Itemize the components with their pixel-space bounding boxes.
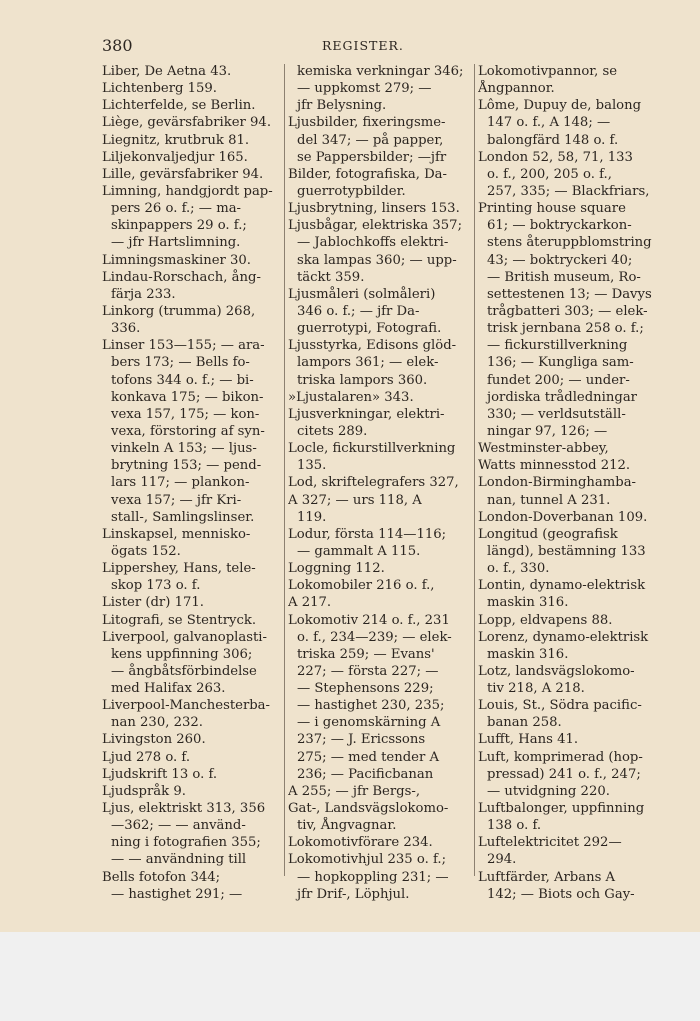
index-line: 227; — första 227; — xyxy=(297,663,439,679)
index-line: kens uppfinning 306; xyxy=(111,646,253,662)
index-line: Lokomotiv 214 o. f., 231 xyxy=(288,612,450,628)
index-line: o. f., 200, 205 o. f., xyxy=(487,166,612,182)
index-line: Luftfärder, Arbans A xyxy=(478,869,616,885)
index-line: Ljudskrift 13 o. f. xyxy=(102,766,218,782)
index-line: triska 259; — Evans' xyxy=(297,646,435,662)
index-line: Ljudspråk 9. xyxy=(102,783,186,799)
index-line: balongfärd 148 o. f. xyxy=(487,132,619,148)
index-line: Lichterfelde, se Berlin. xyxy=(102,98,256,114)
index-line: Ljusbrytning, linsers 153. xyxy=(288,201,460,217)
index-line: — ångbåtsförbindelse xyxy=(111,663,257,679)
index-line: Ljusstyrka, Edisons glöd- xyxy=(288,338,457,354)
index-column-3 xyxy=(478,63,660,903)
index-line: Lindau-Rorschach, ång- xyxy=(102,269,261,285)
index-line: 237; — J. Ericssons xyxy=(297,732,426,748)
index-line: fundet 200; — under- xyxy=(487,372,630,388)
index-line: London 52, 58, 71, 133 xyxy=(478,149,633,165)
index-line: 61; — boktryckarkon- xyxy=(487,218,632,234)
index-line: London-Birminghamba- xyxy=(478,475,637,491)
index-line: 275; — med tender A xyxy=(297,749,439,765)
index-line: stens återuppblomstring xyxy=(487,235,652,251)
index-line: stall-, Samlingslinser. xyxy=(111,509,255,525)
index-line: Linser 153—155; — ara- xyxy=(102,338,265,354)
column-divider xyxy=(284,64,285,876)
index-line: Luft, komprimerad (hop- xyxy=(478,749,643,765)
index-line: citets 289. xyxy=(297,423,368,439)
index-line: Luftbalonger, uppfinning xyxy=(478,801,645,817)
index-line: »Ljustalaren» 343. xyxy=(288,389,414,405)
index-line: guerrotypi, Fotografi. xyxy=(297,321,442,337)
index-line: Lister (dr) 171. xyxy=(102,595,204,611)
index-line: bers 173; — Bells fo- xyxy=(111,355,250,371)
index-line: pressad) 241 o. f., 247; xyxy=(487,766,641,782)
index-line: 147 o. f., A 148; — xyxy=(487,115,611,131)
index-line: kemiska verkningar 346; xyxy=(297,64,464,79)
index-line: nan 230, 232. xyxy=(111,715,203,731)
index-line: — uppkomst 279; — xyxy=(297,81,432,97)
index-line: Ljus, elektriskt 313, 356 xyxy=(102,801,266,817)
blank-margin xyxy=(0,932,700,1021)
index-line: Locle, fickurstillverkning xyxy=(288,441,456,457)
index-line: Watts minnesstod 212. xyxy=(478,458,631,474)
index-line: brytning 153; — pend- xyxy=(111,458,262,474)
index-line: vinkeln A 153; — ljus- xyxy=(111,441,257,457)
index-column-2 xyxy=(288,63,472,903)
index-line: Lokomobiler 216 o. f., xyxy=(288,578,435,594)
index-line: Ljusmåleri (solmåleri) xyxy=(288,286,436,302)
index-line: — hopkoppling 231; — xyxy=(297,869,449,885)
index-line: skinpappers 29 o. f.; xyxy=(111,218,247,234)
index-line: maskin 316. xyxy=(487,595,569,611)
index-line: täckt 359. xyxy=(297,269,365,285)
index-line: 138 o. f. xyxy=(487,818,542,834)
index-line: tofons 344 o. f.; — bi- xyxy=(111,372,254,388)
index-line: jordiska trådledningar xyxy=(487,389,637,405)
index-line: A 255; — jfr Bergs-, xyxy=(288,783,421,799)
index-line: o. f., 234—239; — elek- xyxy=(297,629,452,645)
index-line: Linskapsel, mennisko- xyxy=(102,526,251,542)
index-line: tiv 218, A 218. xyxy=(487,681,585,697)
index-line: 330; — verldsutställ- xyxy=(487,406,626,422)
index-line: vexa 157, 175; — kon- xyxy=(111,406,260,422)
column-divider xyxy=(474,64,475,876)
index-line: Lokomotivhjul 235 o. f.; xyxy=(288,852,447,868)
index-line: banan 258. xyxy=(487,715,562,731)
index-line: Limningsmaskiner 30. xyxy=(102,252,252,268)
index-line: A 327; — urs 118, A xyxy=(288,492,422,508)
index-line: Bilder, fotografiska, Da- xyxy=(288,166,447,182)
index-line: ska lampas 360; — upp- xyxy=(297,252,457,268)
index-line: 136; — Kungliga sam- xyxy=(487,355,634,371)
index-line: Louis, St., Södra pacific- xyxy=(478,698,642,714)
index-line: Liber, De Aetna 43. xyxy=(102,64,232,79)
index-line: Lokomotivpannor, se xyxy=(478,64,618,79)
index-line: guerrotypbilder. xyxy=(297,183,406,199)
index-line: Lotz, landsvägslokomo- xyxy=(478,663,635,679)
index-line: —362; — — använd- xyxy=(111,818,246,834)
index-line: Ljud 278 o. f. xyxy=(102,749,191,765)
index-line: Ljusbågar, elektriska 357; xyxy=(288,218,463,234)
index-line: 236; — Pacificbanan xyxy=(297,766,434,782)
index-line: nan, tunnel A 231. xyxy=(487,492,611,508)
index-line: triska lampors 360. xyxy=(297,372,428,388)
index-line: Lod, skriftelegrafers 327, xyxy=(288,475,459,491)
index-line: ningar 97, 126; — xyxy=(487,423,608,439)
index-line: tiv, Ångvagnar. xyxy=(297,818,397,834)
index-line: Litografi, se Stentryck. xyxy=(102,612,257,628)
index-line: Lodur, första 114—116; xyxy=(288,526,447,542)
index-line: Liège, gevärsfabriker 94. xyxy=(102,115,272,131)
index-line: trågbatteri 303; — elek- xyxy=(487,303,648,319)
index-line: — Jablochkoffs elektri- xyxy=(297,235,449,251)
index-line: vexa 157; — jfr Kri- xyxy=(111,492,242,508)
index-line: lampors 361; — elek- xyxy=(297,355,439,371)
index-line: Westminster-abbey, xyxy=(478,441,609,457)
index-line: Limning, handgjordt pap- xyxy=(102,183,273,199)
index-line: pers 26 o. f.; — ma- xyxy=(111,201,242,217)
index-line: maskin 316. xyxy=(487,646,569,662)
index-line: Ljusbilder, fixeringsme- xyxy=(288,115,446,131)
index-line: Bells fotofon 344; xyxy=(102,869,221,885)
index-line: Lufft, Hans 41. xyxy=(478,732,579,748)
index-line: vexa, förstoring af syn- xyxy=(111,423,265,439)
index-line: skop 173 o. f. xyxy=(111,578,201,594)
index-line: — — användning till xyxy=(111,852,247,868)
index-line: Lontin, dynamo-elektrisk xyxy=(478,578,646,594)
index-line: A 217. xyxy=(288,595,332,611)
index-line: — jfr Hartslimning. xyxy=(111,235,241,251)
index-line: 346 o. f.; — jfr Da- xyxy=(297,303,420,319)
index-line: Lokomotivförare 234. xyxy=(288,835,433,851)
index-line: 135. xyxy=(297,458,327,474)
index-line: Longitud (geografisk xyxy=(478,526,618,542)
index-line: Liverpool-Manchesterba- xyxy=(102,698,271,714)
index-line: Luftelektricitet 292— xyxy=(478,835,622,851)
index-line: Ångpannor. xyxy=(478,81,555,97)
index-line: Loggning 112. xyxy=(288,561,385,577)
index-line: med Halifax 263. xyxy=(111,681,226,697)
page-header xyxy=(0,36,700,56)
index-line: o. f., 330. xyxy=(487,561,550,577)
index-line: ning i fotografien 355; xyxy=(111,835,261,851)
index-line: Lippershey, Hans, tele- xyxy=(102,561,256,577)
index-line: — utvidgning 220. xyxy=(487,783,610,799)
index-line: trisk jernbana 258 o. f.; xyxy=(487,321,644,337)
index-line: 336. xyxy=(111,321,141,337)
index-line: Lôme, Dupuy de, balong xyxy=(478,98,642,114)
index-line: — hastighet 230, 235; xyxy=(297,698,445,714)
index-column-1 xyxy=(102,63,282,903)
index-line: Printing house square xyxy=(478,201,626,217)
index-line: — i genomskärning A xyxy=(297,715,441,731)
index-line: 43; — boktryckeri 40; xyxy=(487,252,633,268)
page-number: 380 xyxy=(102,36,133,55)
index-line: Ljusverkningar, elektri- xyxy=(288,406,445,422)
index-line: London-Doverbanan 109. xyxy=(478,509,648,525)
index-line: ögats 152. xyxy=(111,543,181,559)
index-line: jfr Belysning. xyxy=(297,98,387,114)
index-line: Liljekonvaljedjur 165. xyxy=(102,149,248,165)
index-line: Gat-, Landsvägslokomo- xyxy=(288,801,449,817)
index-line: — British museum, Ro- xyxy=(487,269,641,285)
index-line: — hastighet 291; — xyxy=(111,886,243,902)
index-line: 119. xyxy=(297,509,327,525)
index-line: Liegnitz, krutbruk 81. xyxy=(102,132,250,148)
index-line: Livingston 260. xyxy=(102,732,206,748)
index-line: Lille, gevärsfabriker 94. xyxy=(102,166,264,182)
index-line: konkava 175; — bikon- xyxy=(111,389,264,405)
index-line: Lorenz, dynamo-elektrisk xyxy=(478,629,649,645)
index-line: 257, 335; — Blackfriars, xyxy=(487,183,650,199)
index-line: Linkorg (trumma) 268, xyxy=(102,303,256,319)
index-line: 294. xyxy=(487,852,517,868)
index-line: Liverpool, galvanoplasti- xyxy=(102,629,267,645)
index-line: del 347; — på papper, xyxy=(297,132,444,148)
index-line: settestenen 13; — Davys xyxy=(487,286,652,302)
index-line: Lichtenberg 159. xyxy=(102,81,217,97)
index-line: färja 233. xyxy=(111,286,176,302)
index-line: lars 117; — plankon- xyxy=(111,475,250,491)
index-line: se Pappersbilder; —jfr xyxy=(297,149,447,165)
index-line: — gammalt A 115. xyxy=(297,543,421,559)
index-line: jfr Drif-, Löphjul. xyxy=(297,886,410,902)
index-line: Lopp, eldvapens 88. xyxy=(478,612,613,628)
index-line: längd), bestämning 133 xyxy=(487,543,646,559)
index-line: — fickurstillverkning xyxy=(487,338,628,354)
running-head: REGISTER. xyxy=(322,38,404,53)
index-line: — Stephensons 229; xyxy=(297,681,434,697)
index-line: 142; — Biots och Gay- xyxy=(487,886,635,902)
